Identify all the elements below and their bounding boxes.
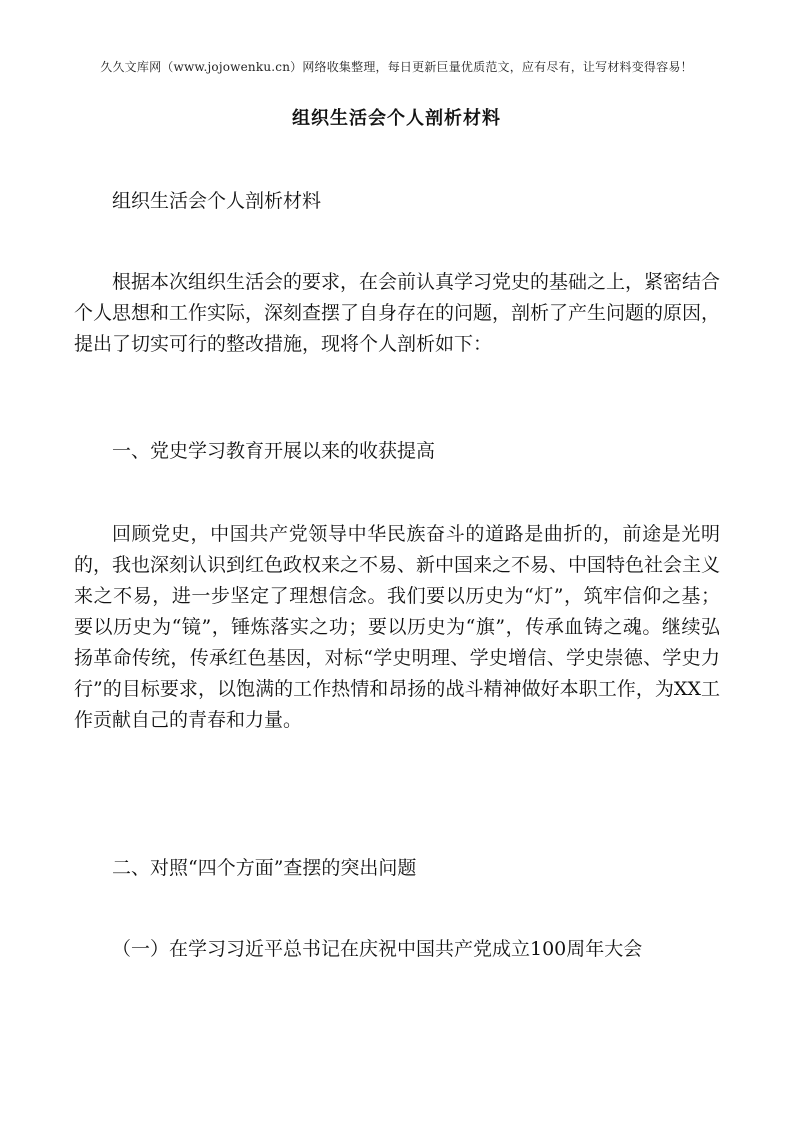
section1-heading: 一、党史学习教育开展以来的收获提高	[112, 440, 436, 462]
document-subtitle: 组织生活会个人剖析材料	[112, 190, 322, 212]
section2-heading: 二、对照“四个方面”查摆的突出问题	[112, 857, 417, 879]
intro-paragraph: 根据本次组织生活会的要求，在会前认真学习党史的基础之上，紧密结合个人思想和工作实际，深刻查摆了自身存在的问题，剖析了产生问题的原因，提出了切实可行的整改措施，现将个人剖析如下：	[74, 271, 721, 355]
section1-paragraph: 回顾党史，中国共产党领导中华民族奋斗的道路是曲折的，前途是光明的，我也深刻认识到红色政权来之不易、新中国来之不易、中国特色社会主义来之不易，进一步坚定了理想信念。我们要以历史为“灯”，筑牢信仰之基；要以历史为“镜”，锤炼落实之功；要以历史为“旗”，传承血铸之魂。继续弘扬革命传统，传承红色基因，对标“学史明理、学史增信、学史崇德、学史力行”的目标要求，以饱满的工作热情和昂扬的战斗精神做好本职工作，为XX工作贡献自己的青春和力量。	[74, 523, 721, 731]
document-title: 组织生活会个人剖析材料	[292, 108, 501, 129]
header-note: 久久文库网（www.jojowenku.cn）网络收集整理，每日更新巨量优质范文，应有尽有，让写材料变得容易！	[100, 60, 693, 74]
section2-subheading-1: （一）在学习习近平总书记在庆祝中国共产党成立100周年大会	[112, 938, 643, 960]
